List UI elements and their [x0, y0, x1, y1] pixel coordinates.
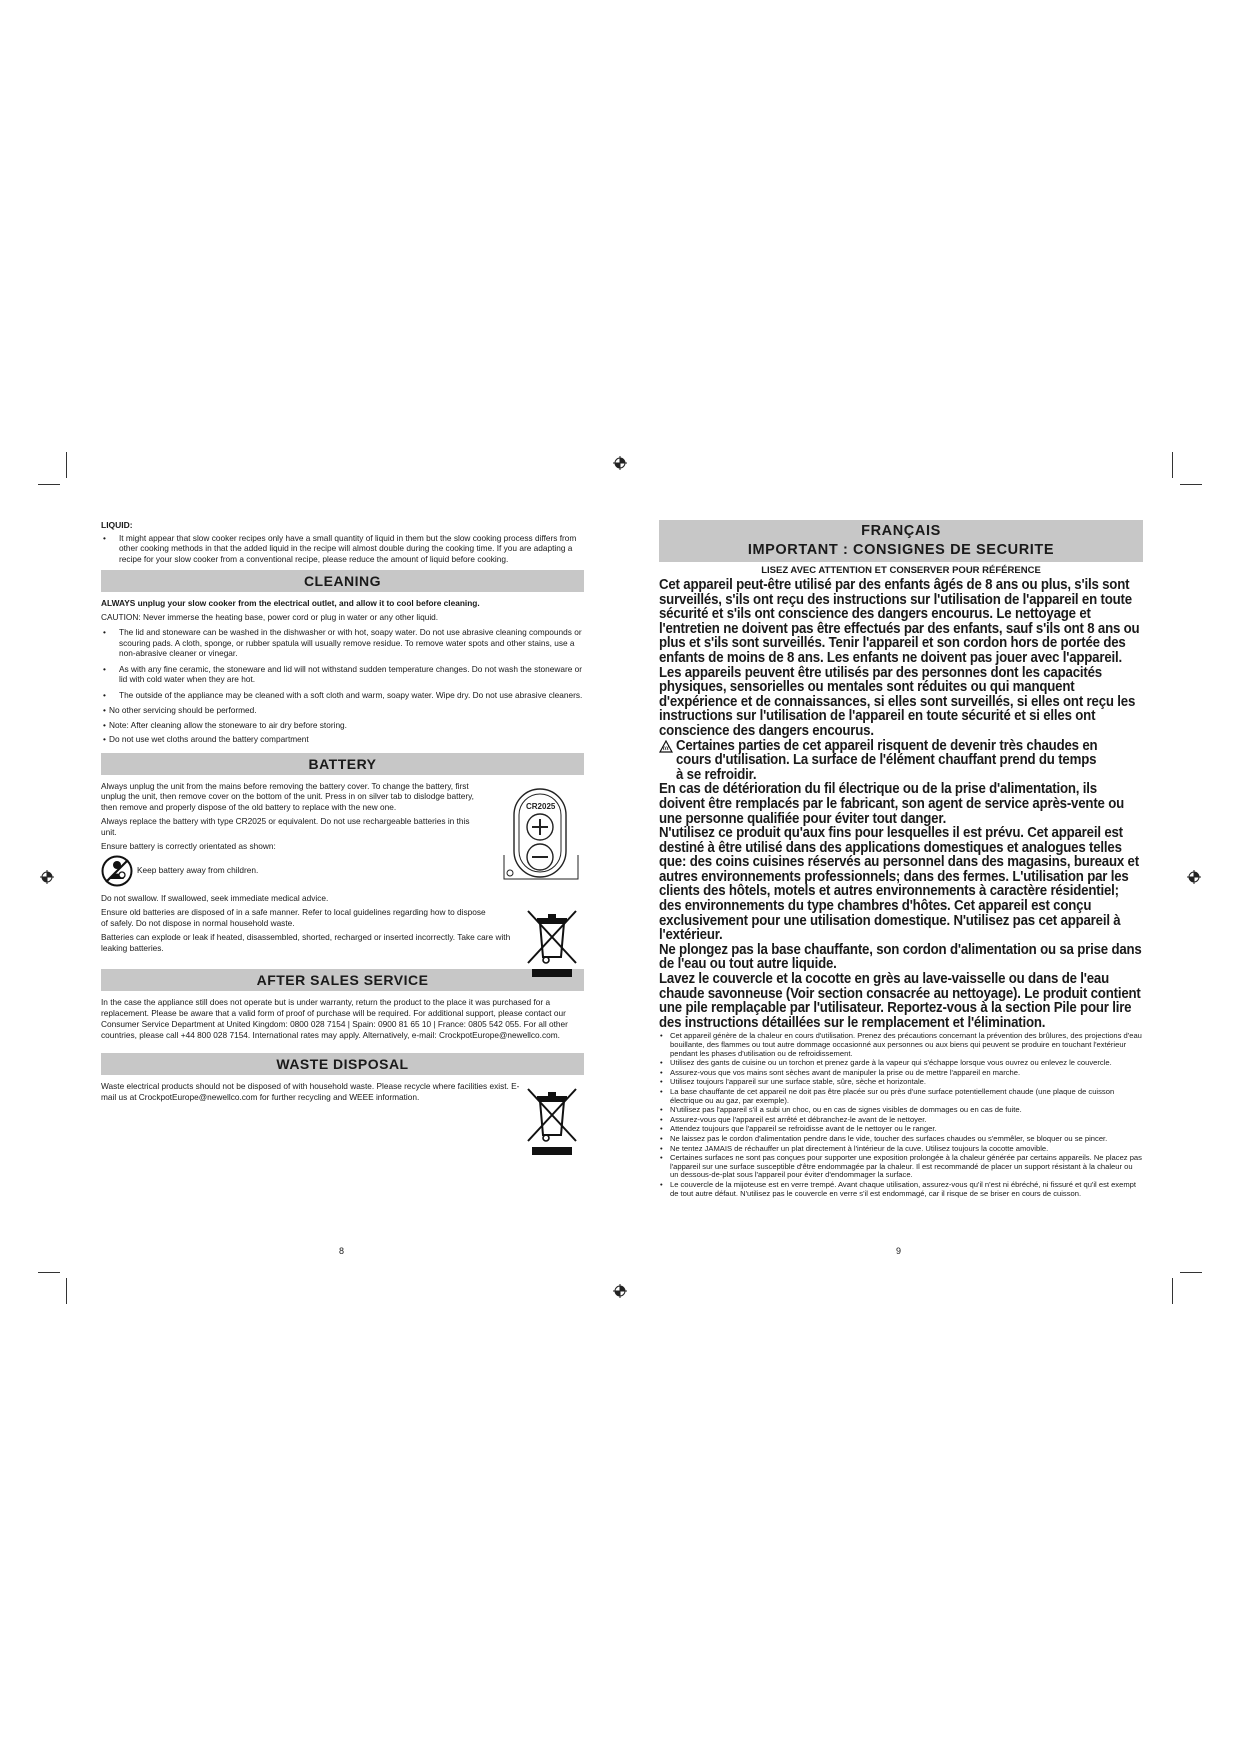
list-item: • Certaines surfaces ne sont pas conçues pour supporter une exposition prolongée à la chaleur générée par certains appareils. Ne placez pas l'appareil sur une surface susceptible d'être endommagée par la chaleur. Il est recommandé de placer un support résistant à la chaleur ou un dessous-de-plat sous l'appareil pour éviter d'endommager la surface.	[659, 1154, 1143, 1180]
cleaning-heading: CLEANING	[101, 570, 584, 592]
list-item: • Note: After cleaning allow the stoneware to air dry before storing.	[101, 720, 584, 731]
paragraph: N'utilisez ce produit qu'aux fins pour lesquelles il est prévu. Cet appareil est destiné à être utilisé dans des applications domestiques et analogues telles que: des coins cuisines réservés au personnel dans des magasins, bureaux et autres environnements professionnels; dans des fermes. L'utilisation par les clients des hôtels, motels et autres environnements à caractère résidentiel; des environnements du type chambres d'hôtes. Cet appareil est conçu exclusivement pour une utilisation domestique. N'utilisez pas cet appareil à l'extérieur.	[659, 825, 1139, 944]
crop-mark	[1172, 452, 1173, 478]
list-item: • No other servicing should be performed.	[101, 705, 584, 716]
battery-p6: Batteries can explode or leak if heated, disassembled, shorted, recharged or inserted incorrectly. Take care with leaking batteries.	[101, 932, 511, 953]
battery-p5: Ensure old batteries are disposed of in a safe manner. Refer to local guidelines regarding how to dispose of safely. Do not dispose in normal household waste.	[101, 907, 486, 928]
paragraph: Lavez le couvercle et la cocotte en grès au lave-vaisselle ou dans de l'eau chaude savonneuse (Voir section consacrée au nettoyage). Le produit contient une pile remplaçable par l'utilisateur. Reportez-vous à la section Pile pour lire des instructions détaillées sur le remplacement et l'élimination.	[659, 971, 1141, 1031]
crop-mark	[66, 1278, 67, 1304]
list-item: • La base chauffante de cet appareil ne doit pas être placée sur ou près d'une surface potentiellement chaude (une plaque de cuisson électrique ou au gaz, par exemple).	[659, 1088, 1143, 1105]
list-item: • Attendez toujours que l'appareil se refroidisse avant de le nettoyer ou le ranger.	[659, 1125, 1143, 1134]
battery-p3: Ensure battery is correctly orientated as shown:	[101, 841, 276, 851]
crop-mark	[38, 484, 60, 485]
list-item: • Ne tentez JAMAIS de réchauffer un plat directement à l'intérieur de la cuve. Utilisez toujours la cocotte amovible.	[659, 1145, 1143, 1154]
list-item: • Ne laissez pas le cordon d'alimentation pendre dans le vide, toucher des surfaces chaudes ou s'emmêler, se bloquer ou se pincer.	[659, 1135, 1143, 1144]
crop-mark	[66, 452, 67, 478]
paragraph: Cet appareil peut-être utilisé par des enfants âgés de 8 ans ou plus, s'ils sont surveillés, s'ils ont reçu des instructions sur l'utilisation de l'appareil en toute sécurité et s'ils ont conscience des dangers encourus. Le nettoyage et l'entretien ne doivent pas être effectués par des enfants, sauf s'ils ont 8 ans ou plus et s'ils sont surveillés. Tenir l'appareil et son cordon hors de portée des enfants de moins de 8 ans. Les enfants ne doivent pas jouer avec l'appareil. Les appareils peuvent être utilisés par des personnes dont les capacités physiques, sensorielles ou mentales sont réduites ou qui manquent d'expérience et de connaissances, si elles sont surveillés, si elles ont reçu les instructions sur l'utilisation de l'appareil en toute sécurité et si elles ont conscience des dangers encourus.	[659, 577, 1140, 739]
list-item: • The lid and stoneware can be washed in the dishwasher or with hot, soapy water. Do not use abrasive cleaning compounds or scouring pads. A cloth, sponge, or rubber spatula will usually remove residue. To remove water spots and other stains, use a non-abrasive cleaner or vinegar.	[101, 627, 584, 659]
keep-away-text: Keep battery away from children.	[137, 865, 259, 876]
waste-text: Waste electrical products should not be disposed of with household waste. Please recycle where facilities exist. E-mail us at CrockpotEurope@newellco.com for further recycling and WEEE information.	[101, 1081, 520, 1102]
liquid-heading: LIQUID:	[101, 520, 133, 530]
liquid-list	[101, 533, 584, 565]
crop-mark	[1180, 484, 1202, 485]
after-sales-heading: AFTER SALES SERVICE	[101, 969, 584, 991]
battery-heading: BATTERY	[101, 753, 584, 775]
list-item: • Le couvercle de la mijoteuse est en verre trempé. Avant chaque utilisation, assurez-vous qu'il n'est ni ébréché, ni fissuré et qu'il est exempt de tout autre défaut. N'utilisez pas le couvercle en verre s'il est endommagé, car il risque de se briser en cours de cuisson.	[659, 1181, 1143, 1198]
list-item: • Utilisez des gants de cuisine ou un torchon et prenez garde à la vapeur qui s'échappe lorsque vous ouvrez ou enlevez le couvercle.	[659, 1059, 1143, 1068]
cleaning-caution: CAUTION: Never immerse the heating base, power cord or plug in water or any other liquid.	[101, 611, 439, 622]
weee-bin-icon	[524, 1085, 580, 1157]
fr-big-text	[659, 578, 1143, 1030]
liquid-text: • It might appear that slow cooker recipes only have a small quantity of liquid in them but the slow cooking process differs from other cooking methods in that the added liquid in the recipe will almost double during the cooking time. If you are adapting a recipe for your slow cooker from a conventional recipe, please reduce the amount of liquid before cooking.	[101, 533, 584, 565]
cleaning-list	[101, 627, 584, 700]
registration-mark-icon	[40, 870, 54, 884]
waste-disposal-heading: WASTE DISPOSAL	[101, 1053, 584, 1075]
list-item: • Assurez-vous que vos mains sont sèches avant de manipuler la prise ou de mettre l'appareil en marche.	[659, 1069, 1143, 1078]
battery-p4: Do not swallow. If swallowed, seek immediate medical advice.	[101, 892, 329, 903]
list-item: • Utilisez toujours l'appareil sur une surface stable, sûre, sèche et horizontale.	[659, 1078, 1143, 1087]
page-right	[659, 520, 1143, 1199]
paragraph: En cas de détérioration du fil électrique ou de la prise d'alimentation, ils doivent être remplacés par le fabricant, son agent de service après-vente ou une personne qualifiée pour éviter tout danger.	[659, 781, 1125, 827]
crop-mark	[1180, 1272, 1202, 1273]
list-item: • The outside of the appliance may be cleaned with a soft cloth and warm, soapy water. Wipe dry. Do not use abrasive cleaners.	[101, 690, 584, 701]
registration-mark-icon	[1187, 870, 1201, 884]
page-number-right: 9	[896, 1246, 902, 1256]
safety-title: IMPORTANT : CONSIGNES DE SECURITE	[747, 542, 1055, 558]
crop-mark	[1172, 1278, 1173, 1304]
paragraph: Ne plongez pas la base chauffante, son cordon d'alimentation ou sa prise dans de l'eau ou tout autre liquide.	[659, 941, 1142, 973]
weee-bin-icon	[524, 907, 580, 979]
battery-diagram	[498, 783, 584, 887]
after-sales-text: In the case the appliance still does not operate but is under warranty, return the product to the place it was purchased for a replacement. Please be aware that a valid form of proof of purchase will be required. For additional support, please contact our Consumer Service Department at United Kingdom: 0800 028 7154 | Spain: 0900 81 65 10 | France: 0805 542 055. For all other countries, please call +44 800 028 7154. International rates may apply. Alternatively, e-mail: CrockpotEurope@newellco.com.	[101, 997, 568, 1040]
battery-section	[101, 781, 584, 954]
page-left	[101, 520, 584, 1161]
cleaning-always: ALWAYS unplug your slow cooker from the electrical outlet, and allow it to cool before cleaning.	[101, 598, 480, 608]
list-item: • As with any fine ceramic, the stoneware and lid will not withstand sudden temperature changes. Do not wash the stoneware or lid with cold water when they are hot.	[101, 664, 584, 685]
page-number-left: 8	[339, 1246, 345, 1256]
language-title: FRANÇAIS	[861, 523, 941, 539]
battery-p1: Always unplug the unit from the mains before removing the battery cover. To change the battery, first unplug the unit, then remove cover on the bottom of the unit. Press in on silver tab to dislodge battery, then remove and properly dispose of the old battery to replace with the new one.	[101, 780, 474, 812]
fr-safety-list	[659, 1032, 1143, 1198]
hot-surface-warning-icon	[659, 740, 673, 753]
fr-section-header	[659, 520, 1143, 562]
battery-p2: Always replace the battery with type CR2025 or equivalent. Do not use rechargeable batteries in this unit.	[101, 816, 470, 837]
list-item: • Cet appareil génère de la chaleur en cours d'utilisation. Prenez des précautions concernant la prévention des brûlures, des projections d'eau bouillante, des flammes ou tout autre dommage occasionné aux personnes ou aux biens qui peuvent se produire en touchant l'extérieur pendant les phases d'utilisation ou de refroidissement.	[659, 1032, 1143, 1058]
registration-mark-icon	[613, 1284, 627, 1298]
battery-type-label: CR2025	[526, 801, 556, 811]
list-item: • N'utilisez pas l'appareil s'il a subi un choc, ou en cas de signes visibles de dommages ou en cas de fuite.	[659, 1106, 1143, 1115]
registration-mark-icon	[613, 456, 627, 470]
list-item: • Assurez-vous que l'appareil est arrêté et débranchez-le avant de le nettoyer.	[659, 1116, 1143, 1125]
child-warning-icon	[101, 855, 133, 887]
crop-mark	[38, 1272, 60, 1273]
paragraph: Certaines parties de cet appareil risquent de devenir très chaudes en cours d'utilisation. La surface de l'élément chauffant prend du temps à se refroidir.	[676, 737, 1098, 783]
list-item: • Do not use wet cloths around the battery compartment	[101, 734, 584, 745]
safety-subtitle: LISEZ AVEC ATTENTION ET CONSERVER POUR RÉFÉRENCE	[761, 565, 1041, 576]
cleaning-notes-list	[101, 705, 584, 745]
